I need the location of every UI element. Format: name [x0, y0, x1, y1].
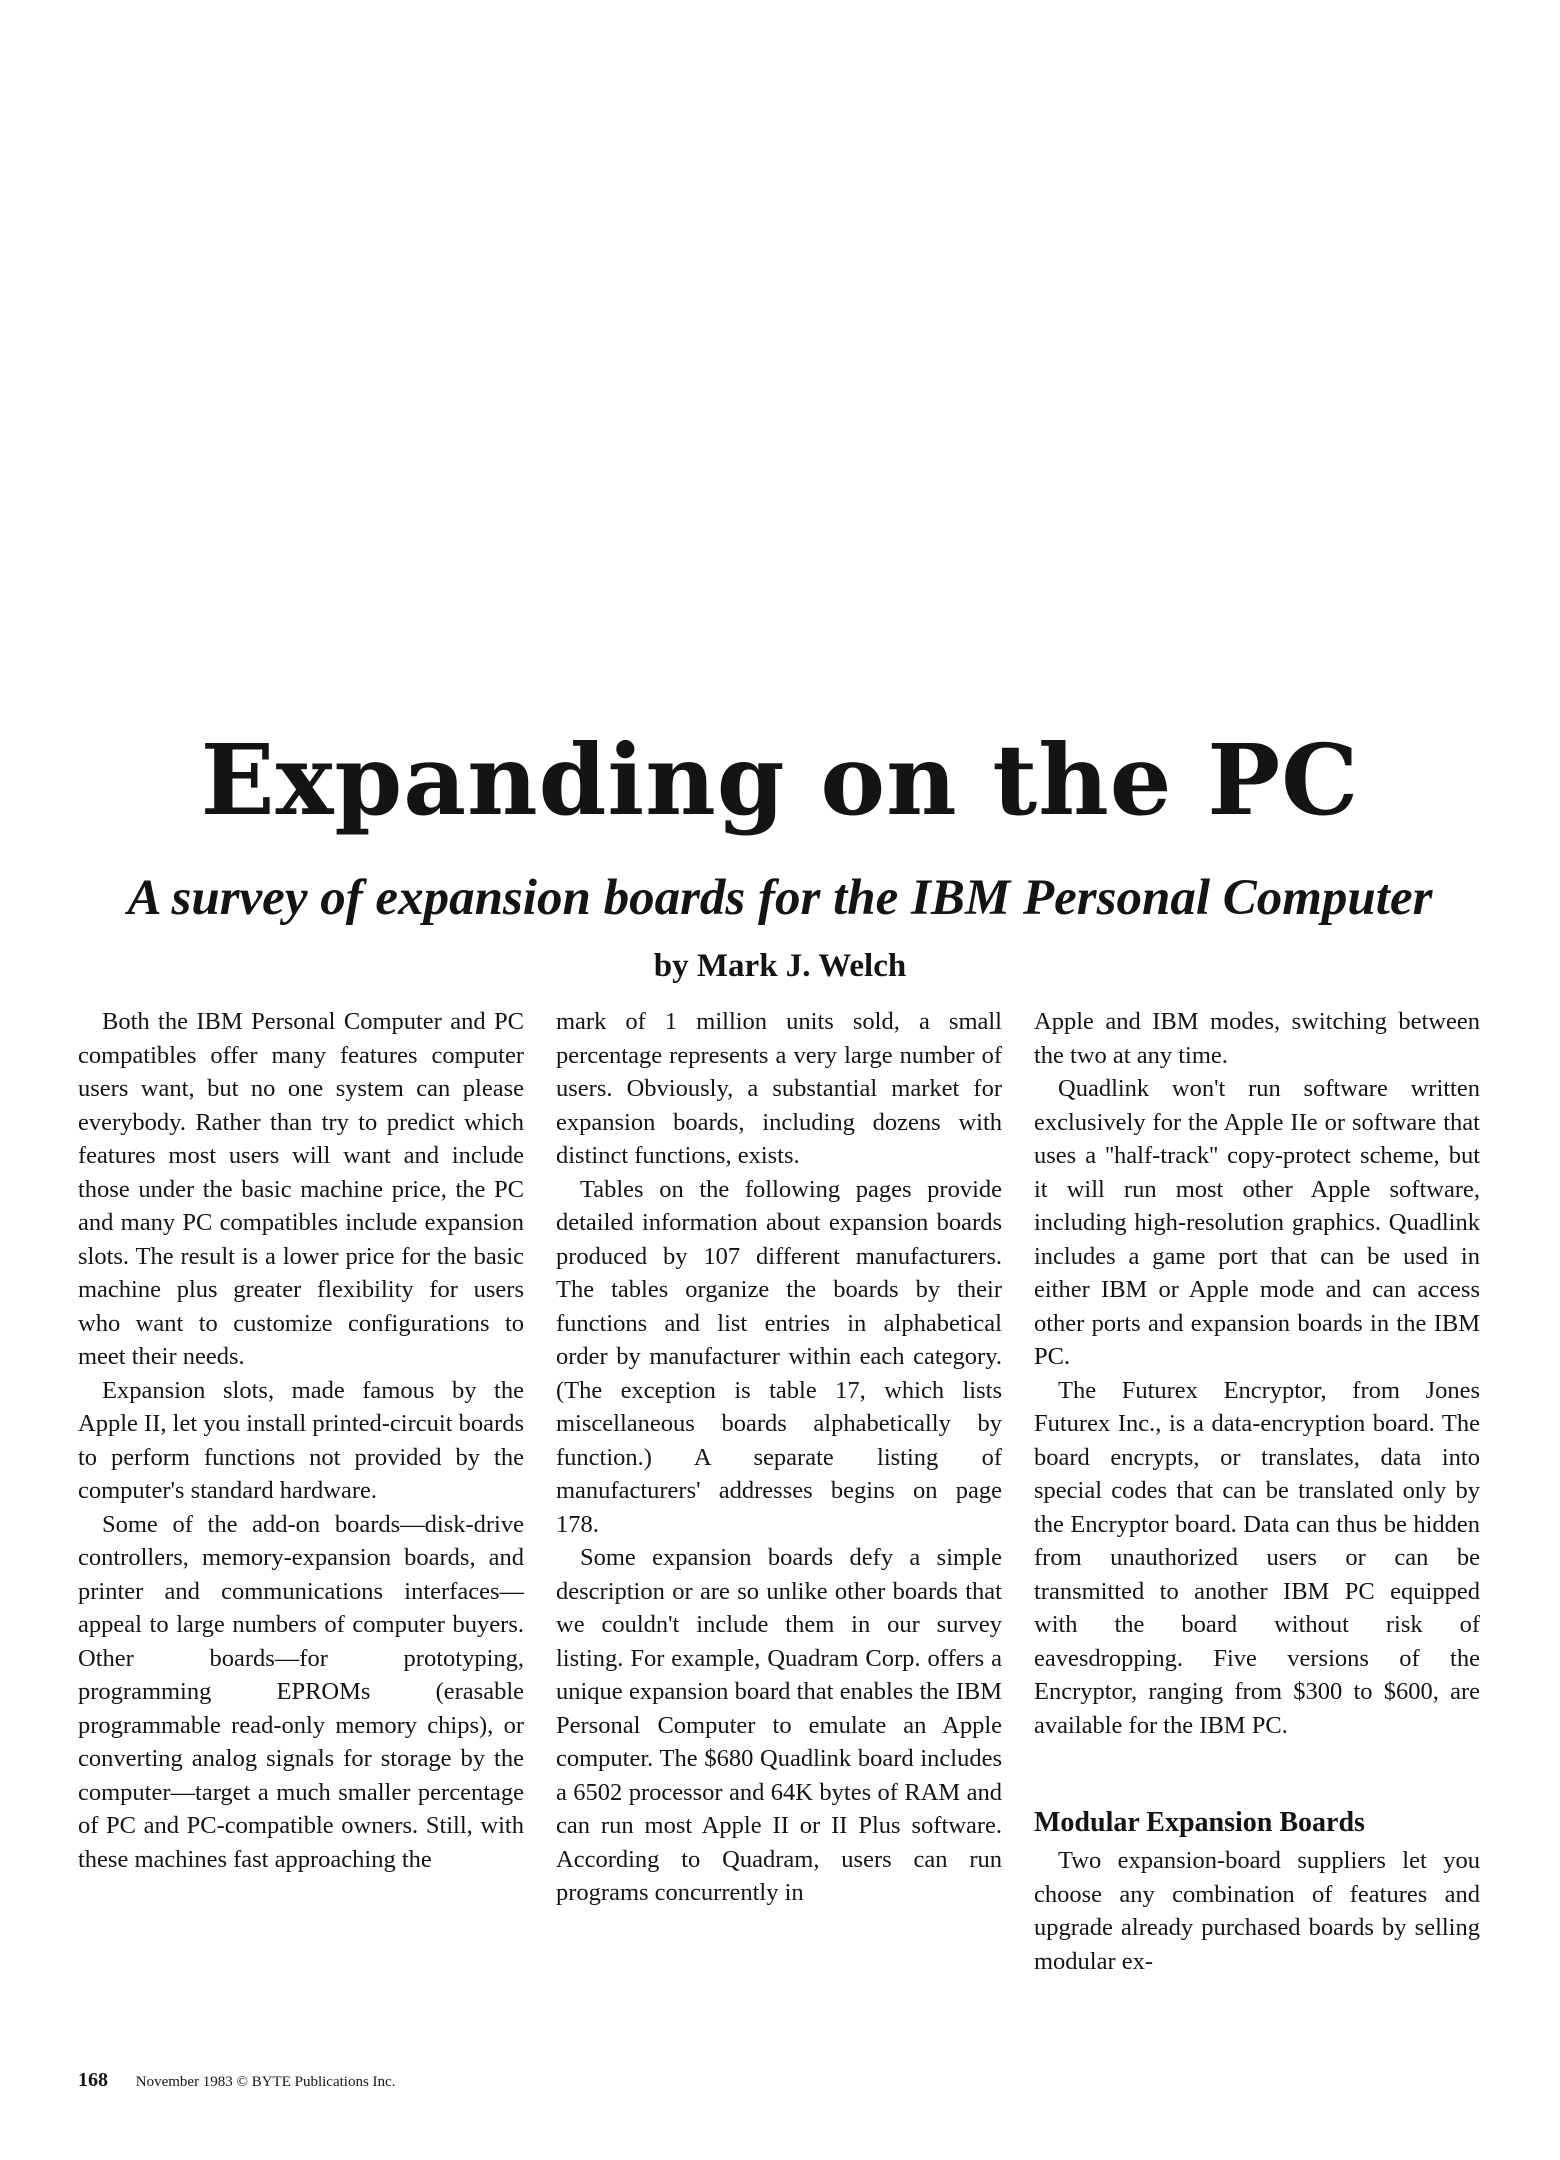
page-footer [78, 2070, 395, 2092]
section-heading: Modular Expansion Boards [1034, 1807, 1365, 1838]
text-column-2 [556, 1005, 1002, 1910]
byline: by Mark J. Welch [653, 948, 907, 984]
paragraph: Two expansion-board suppliers let you choose any combination of features and upgrade already purchased boards by selling modular ex- [1034, 1847, 1480, 1975]
text-column-3 [1034, 1005, 1480, 1978]
article-subtitle: A survey of expansion boards for the IBM Personal Computer [127, 870, 1433, 926]
paragraph: Some of the add-on boards—disk-drive controllers, memory-expansion boards, and printer and communications interfaces—appeal to large numbers of computer buyers. Other boards—for prototyping, programming EPROMs (erasable programmable read-only memory chips), or converting analog signals for storage by the computer—target a much smaller percentage of PC and PC-compatible owners. Still, with these machines fast approaching the [78, 1510, 524, 1873]
paragraph: Quadlink won't run software written exclusively for the Apple IIe or software that uses a ''half-track'' copy-protect scheme, but it will run most other Apple software, including high-resolution graphics. Quadlink includes a game port that can be used in either IBM or Apple mode and can access other ports and expansion boards in the IBM PC. [1034, 1075, 1480, 1370]
copyright-line: November 1983 © BYTE Publications Inc. [135, 2074, 396, 2090]
paragraph: Tables on the following pages provide detailed information about expansion boards produced by 107 different manufacturers. The tables organize the boards by their functions and list entries in alphabetical order by manufacturer within each category. (The exception is table 17, which lists miscellaneous boards alphabetically by function.) A separate listing of manufacturers' addresses begins on page 178. [556, 1175, 1002, 1538]
paragraph: Some expansion boards defy a simple description or are so unlike other boards that we couldn't include them in our survey listing. For example, Quadram Corp. offers a unique expansion board that enables the IBM Personal Computer to emulate an Apple computer. The $680 Quadlink board includes a 6502 processor and 64K bytes of RAM and can run most Apple II or II Plus software. According to Quadram, users can run programs concurrently in [556, 1544, 1002, 1906]
article-title: Expanding on the PC [200, 723, 1360, 837]
paragraph: Both the IBM Personal Computer and PC compatibles offer many features computer users want, but no one system can please everybody. Rather than try to predict which features most users will want and include those under the basic machine price, the PC and many PC compatibles include expansion slots. The result is a lower price for the basic machine plus greater flexibility for users who want to customize configurations to meet their needs. [78, 1008, 524, 1370]
page-number: 168 [78, 2069, 108, 2091]
paragraph: Expansion slots, made famous by the Apple II, let you install printed-circuit boards to perform functions not provided by the computer's standard hardware. [78, 1376, 524, 1504]
paragraph: mark of 1 million units sold, a small percentage represents a very large number of users. Obviously, a substantial market for expansion boards, including dozens with distinct functions, exists. [556, 1008, 1002, 1169]
paragraph: Apple and IBM modes, switching between the two at any time. [1034, 1008, 1480, 1069]
paragraph: The Futurex Encryptor, from Jones Futurex Inc., is a data-encryption board. The board encrypts, or translates, data into special codes that can be translated only by the Encryptor board. Data can thus be hidden from unauthorized users or can be transmitted to another IBM PC equipped with the board without risk of eavesdropping. Five versions of the Encryptor, ranging from $300 to $600, are available for the IBM PC. [1034, 1376, 1480, 1739]
text-column-1 [78, 1005, 524, 1876]
